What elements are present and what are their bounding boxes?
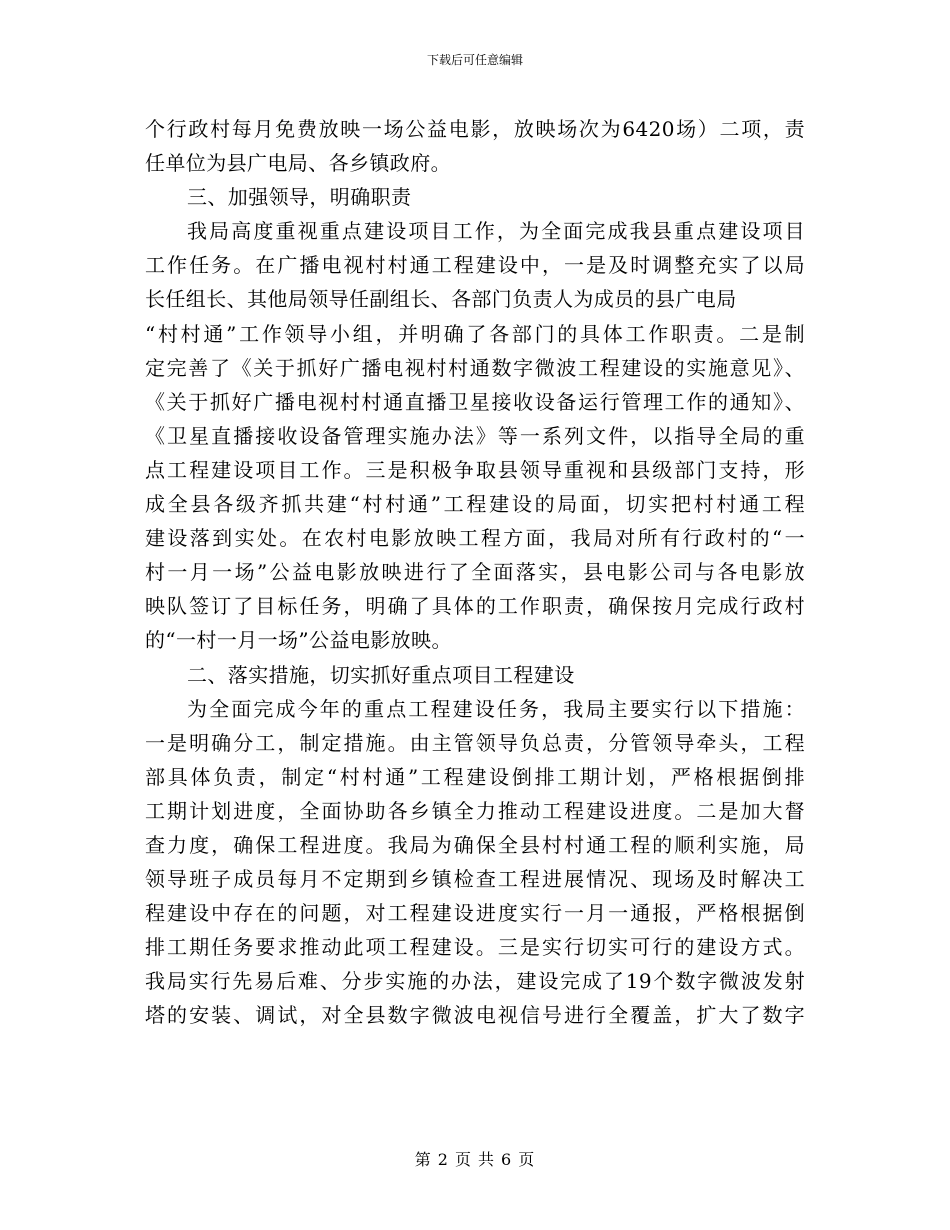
footer-prefix: 第 [414, 1150, 432, 1169]
text-line: 成全县各级齐抓共建“村村通”工程建设的局面，切实把村村通工程 [145, 492, 805, 517]
text-line: 程建设中存在的问题，对工程建设进度实行一月一通报，严格根据倒 [145, 901, 805, 926]
text-line: 建设落到实处。在农村电影放映工程方面，我局对所有行政村的“一 [145, 526, 805, 551]
document-body [145, 112, 805, 1033]
text-line: 塔的安装、调试，对全县数字微波电视信号进行全覆盖，扩大了数字 [145, 1003, 805, 1028]
text-line: 长任组长、其他局领导任副组长、各部门负责人为成员的县广电局 [145, 287, 737, 312]
section-heading: 三、加强领导，明确职责 [187, 185, 412, 210]
text-line: “村村通”工作领导小组，并明确了各部门的具体工作职责。二是制 [145, 321, 805, 346]
text-line: 任单位为县广电局、各乡镇政府。 [145, 151, 451, 176]
text-line: 的“一村一月一场”公益电影放映。 [145, 628, 452, 653]
header-caption: 下载后可任意编辑 [426, 53, 523, 67]
text-line: 工期计划进度，全面协助各乡镇全力推动工程建设进度。二是加大督 [145, 798, 805, 823]
text-line: 我局实行先易后难、分步实施的办法，建设完成了19个数字微波发射 [145, 969, 805, 994]
text-line: 《卫星直播接收设备管理实施办法》等一系列文件，以指导全局的重 [145, 423, 805, 448]
text-line: 村一月一场”公益电影放映进行了全面落实，县电影公司与各电影放 [145, 560, 805, 585]
text-line: 我局高度重视重点建设项目工作，为全面完成我县重点建设项目 [187, 219, 805, 244]
text-line: 个行政村每月免费放映一场公益电影，放映场次为6420场）二项，责 [145, 117, 805, 141]
page-footer [0, 1150, 950, 1170]
text-line: 一是明确分工，制定措施。由主管领导负总责，分管领导牵头，工程 [145, 730, 805, 755]
text-line: 点工程建设项目工作。三是积极争取县领导重视和县级部门支持，形 [145, 457, 805, 482]
text-line: 领导班子成员每月不定期到乡镇检查工程进展情况、现场及时解决工 [145, 867, 805, 892]
text-line: 定完善了《关于抓好广播电视村村通数字微波工程建设的实施意见》、 [145, 355, 805, 380]
text-line: 映队签订了目标任务，明确了具体的工作职责，确保按月完成行政村 [145, 594, 805, 619]
text-line: 查力度，确保工程进度。我局为确保全县村村通工程的顺利实施，局 [145, 832, 805, 857]
text-line: 工作任务。在广播电视村村通工程建设中，一是及时调整充实了以局 [145, 253, 805, 278]
page-header [0, 52, 950, 68]
footer-suffix: 页 [518, 1150, 536, 1169]
footer-middle: 页 共 [454, 1150, 496, 1169]
current-page-number: 2 [437, 1150, 449, 1169]
total-pages-number: 6 [501, 1150, 513, 1169]
section-heading: 二、落实措施，切实抓好重点项目工程建设 [187, 662, 575, 687]
text-line: 部具体负责，制定“村村通”工程建设倒排工期计划，严格根据倒排 [145, 764, 805, 789]
text-line: 排工期任务要求推动此项工程建设。三是实行切实可行的建设方式。 [145, 935, 805, 960]
text-line: 《关于抓好广播电视村村通直播卫星接收设备运行管理工作的通知》、 [145, 389, 805, 414]
text-line: 为全面完成今年的重点工程建设任务，我局主要实行以下措施： [187, 696, 805, 721]
